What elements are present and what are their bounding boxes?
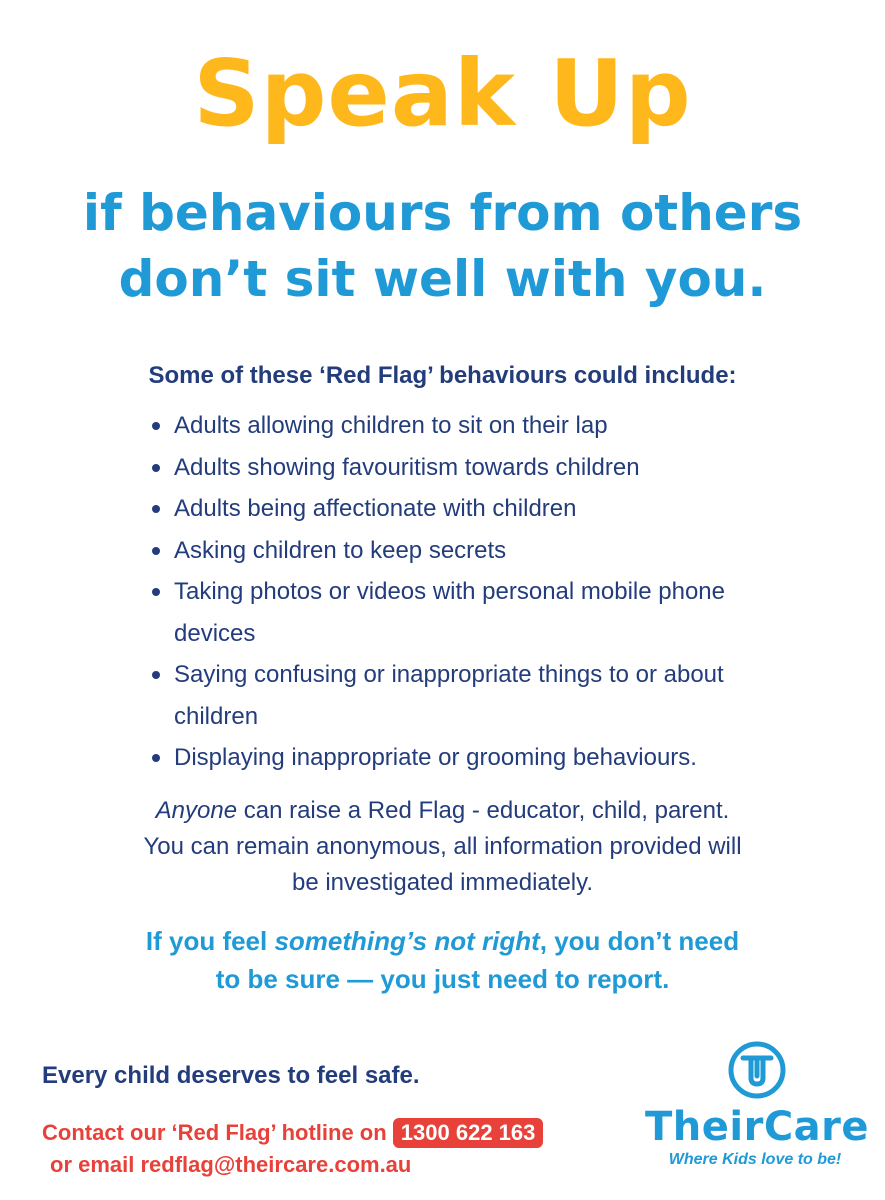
- contact-line-1: [42, 1117, 543, 1149]
- report-line-2: to be sure — you just need to report.: [215, 964, 670, 994]
- anyone-line-1: [0, 793, 885, 829]
- intro-text: Some of these ‘Red Flag’ behaviours could include:: [148, 362, 737, 389]
- list-item: Displaying inappropriate or grooming behaviours.: [148, 737, 768, 779]
- anyone-line-2: You can remain anonymous, all information provided will: [143, 833, 742, 860]
- safety-statement: Every child deserves to feel safe.: [42, 1062, 420, 1089]
- anyone-line-1-text: can raise a Red Flag - educator, child, parent.: [237, 797, 730, 824]
- contact-email[interactable]: or email redflag@theircare.com.au: [50, 1152, 412, 1177]
- list-item: Adults allowing children to sit on their lap: [148, 405, 768, 447]
- anyone-paragraph: [0, 793, 885, 901]
- subheadline: [0, 180, 885, 312]
- anyone-line-3: be investigated immediately.: [291, 869, 594, 896]
- list-item: Taking photos or videos with personal mobile phone devices: [148, 571, 768, 654]
- hotline-number[interactable]: 1300 622 163: [393, 1118, 544, 1148]
- headline: Speak Up: [193, 40, 692, 147]
- subheadline-line-2: don’t sit well with you.: [118, 250, 767, 308]
- list-item: Saying confusing or inappropriate things to or about children: [148, 654, 768, 737]
- report-pre: If you feel: [145, 926, 275, 956]
- theircare-logo-icon: [727, 1040, 787, 1100]
- report-post: , you don’t need: [539, 926, 740, 956]
- subheadline-line-1: if behaviours from others: [82, 184, 803, 242]
- anyone-emphasis: Anyone: [155, 797, 238, 824]
- report-emphasis: something’s not right: [274, 926, 540, 956]
- report-message: [0, 922, 885, 998]
- theircare-logo: [645, 1040, 870, 1180]
- brand-name: TheirCare: [645, 1104, 870, 1150]
- list-item: Adults being affectionate with children: [148, 488, 768, 530]
- red-flag-list: [148, 405, 768, 779]
- report-line-1: [0, 922, 885, 960]
- brand-tagline: Where Kids love to be!: [668, 1151, 842, 1168]
- hotline-label: Contact our ‘Red Flag’ hotline on: [42, 1120, 387, 1145]
- contact-info: [42, 1117, 543, 1181]
- list-item: Adults showing favouritism towards children: [148, 447, 768, 489]
- list-item: Asking children to keep secrets: [148, 530, 768, 572]
